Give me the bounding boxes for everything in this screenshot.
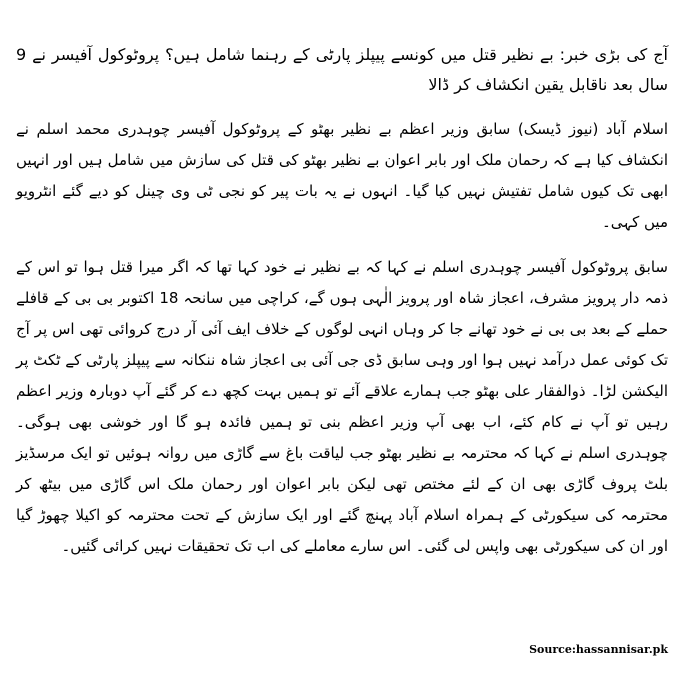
article-headline: آج کی بڑی خبر: بے نظیر قتل میں کونسے پیپلز پارٹی کے رہنما شامل ہیں؟ پروٹوکول آفیسر نے 9 سال بعد ناقابل یقین انکشاف کر ڈالا [16, 45, 668, 94]
article-paragraph-2: سابق پروٹوکول آفیسر چوہدری اسلم نے کہا کہ بے نظیر نے خود کہا تھا کہ اگر میرا قتل ہوا تو اس کے ذمہ دار پرویز مشرف، اعجاز شاہ اور پرویز الٰہی ہوں گے، کراچی میں سانحہ 18 اکتوبر بی بی کے قافلے حملے کے بعد بی بی نے خود تھانے جا کر وہاں انہی لوگوں کے خلاف ایف آئی آر درج کروائی تھی اس پر آج تک کوئی عمل درآمد نہیں ہوا اور وہی سابق ڈی جی آئی بی اعجاز شاہ ننکانہ سے پیپلز پارٹی کے ٹکٹ پر الیکشن لڑا۔ ذوالفقار علی بھٹو جب ہمارے علاقے آئے تو ہمیں بہت کچھ دے کر گئے آپ دوبارہ وزیر اعظم رہیں تو آپ نے کام کئے، اب بھی آپ وزیر اعظم بنی تو ہمیں فائدہ ہو گا اور خوشی بھی ہوگی۔ چوہدری اسلم نے کہا کہ محترمہ بے نظیر بھٹو جب لیاقت باغ سے گاڑی میں روانہ ہوئیں تو ایک مرسڈیز بلٹ پروف گاڑی بھی ان کے لئے مختص تھی لیکن بابر اعوان اور رحمان ملک اس گاڑی میں بیٹھ کر محترمہ کی سیکورٹی کے ہمراہ اسلام آباد پہنچ گئے اور ایک سازش کے تحت محترمہ کو اکیلا چھوڑ گیا اور ان کی سیکورٹی بھی واپس لی گئی۔ اس سارے معاملے کی اب تک تحقیقات نہیں کرائی گئیں۔ [16, 258, 668, 555]
article-paragraph-1: اسلام آباد (نیوز ڈیسک) سابق وزیر اعظم بے نظیر بھٹو کے پروٹوکول آفیسر چوہدری محمد اسلم نے انکشاف کیا ہے کہ رحمان ملک اور بابر اعوان بے نظیر بھٹو کی قتل کی سازش میں شامل ہیں اور انہیں ابھی تک کیوں شامل تفتیش نہیں کیا گیا۔ انہوں نے یہ بات پیر کو نجی ٹی وی چینل کو دیے گئے انٹرویو میں کہی۔ [16, 120, 668, 231]
source-credit: Source:hassannisar.pk [529, 643, 668, 656]
